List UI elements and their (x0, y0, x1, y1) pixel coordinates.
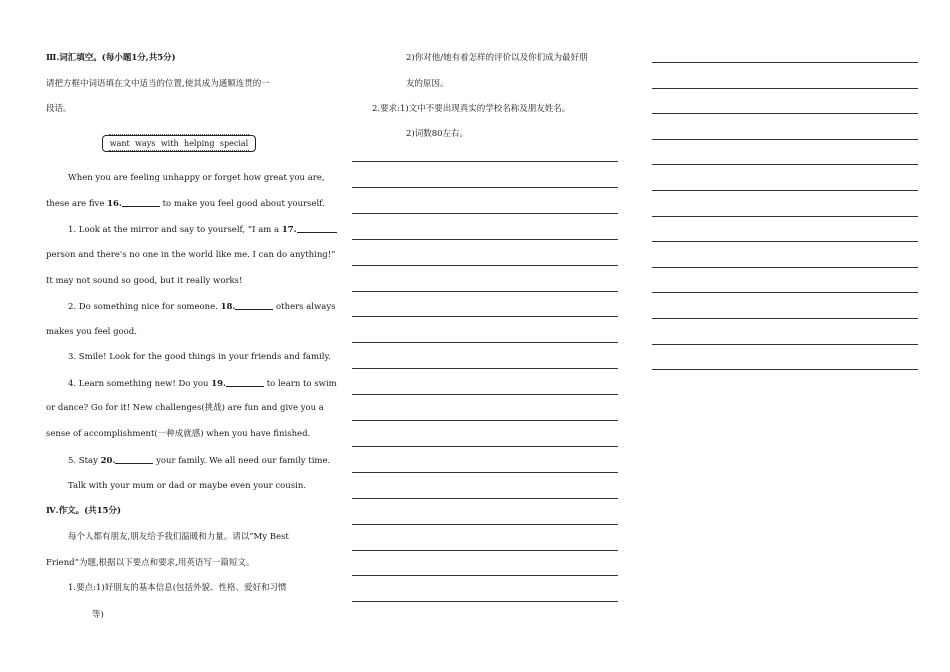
passage-line: makes you feel good. (46, 327, 137, 337)
writing-line[interactable] (652, 369, 918, 370)
writing-line[interactable] (352, 446, 618, 447)
text: 4. Learn something new! Do you (68, 379, 212, 389)
writing-line[interactable] (352, 524, 618, 525)
section4-prompt-line2: Friend”为题,根据以下要点和要求,用英语写一篇短文。 (46, 558, 255, 568)
blank-16[interactable] (122, 197, 160, 207)
blank-18[interactable] (235, 300, 273, 310)
writing-line[interactable] (352, 187, 618, 188)
writing-line[interactable] (652, 292, 918, 293)
section4-point1-line1: 1.要点:1)好朋友的基本信息(包括外貌、性格、爱好和习惯 (68, 583, 287, 593)
writing-line[interactable] (352, 498, 618, 499)
passage-line-blank20 (68, 454, 330, 467)
writing-line[interactable] (652, 216, 918, 217)
passage-line-blank18 (68, 300, 336, 313)
word-bank-top-border (109, 134, 249, 137)
writing-line[interactable] (352, 601, 618, 602)
passage-line: Talk with your mum or dad or maybe even your cousin. (68, 481, 307, 491)
blank-number-17: 17. (281, 225, 297, 235)
passage-line: 3. Smile! Look for the good things in your friends and family. (68, 352, 331, 362)
writing-line[interactable] (652, 241, 918, 242)
word-bank-word: want (109, 139, 130, 148)
writing-line[interactable] (652, 344, 918, 345)
section4-requirement-line2: 2)词数80左右。 (406, 129, 469, 139)
passage-line: sense of accomplishment(一种成就感) when you have finished. (46, 429, 311, 439)
section4-requirement-line1: 2.要求:1)文中不要出现真实的学校名称及朋友姓名。 (372, 104, 571, 114)
passage-line: It may not sound so good, but it really works! (46, 276, 243, 286)
writing-line[interactable] (352, 265, 618, 266)
text: to learn to swim (264, 379, 337, 389)
writing-line[interactable] (352, 550, 618, 551)
word-bank-bottom-border (109, 150, 249, 153)
blank-number-16: 16. (107, 199, 122, 209)
text: others always (273, 302, 336, 312)
word-bank-word: helping (184, 139, 215, 148)
passage-line-blank16 (46, 197, 325, 210)
passage-line: When you are feeling unhappy or forget how great you are, (68, 173, 325, 183)
writing-line[interactable] (352, 161, 618, 162)
blank-17[interactable] (297, 223, 337, 233)
blank-number-20: 20. (100, 456, 116, 466)
section4-prompt-line1: 每个人都有朋友,朋友给予我们温暖和力量。请以“My Best (68, 532, 289, 542)
section4-point2-line2: 友的原因。 (406, 79, 449, 89)
text: 2. Do something nice for someone. (68, 302, 221, 312)
passage-line: person and there's no one in the world like me. I can do anything!” (46, 250, 336, 260)
word-bank-word: with (160, 139, 179, 148)
word-bank-word: ways (135, 139, 156, 148)
writing-line[interactable] (652, 139, 918, 140)
writing-line[interactable] (352, 472, 618, 473)
writing-line[interactable] (352, 368, 618, 369)
writing-line[interactable] (352, 342, 618, 343)
passage-line: or dance? Go for it! New challenges(挑战) are fun and give you a (46, 403, 324, 413)
writing-line[interactable] (652, 113, 918, 114)
section3-instruction-line1: 请把方框中词语填在文中适当的位置,使其成为通顺连贯的一 (46, 79, 270, 89)
writing-line[interactable] (652, 318, 918, 319)
writing-line[interactable] (352, 394, 618, 395)
writing-line[interactable] (652, 62, 918, 63)
writing-line[interactable] (352, 291, 618, 292)
section4-point2-line1: 2)你对他/她有着怎样的评价以及你们成为最好朋 (406, 53, 588, 63)
word-bank-box (102, 135, 256, 152)
section4-point1-line2: 等) (92, 610, 104, 620)
text: 1. Look at the mirror and say to yourself, “I am a (68, 225, 282, 235)
blank-number-19: 19. (211, 379, 227, 389)
writing-line[interactable] (352, 420, 618, 421)
writing-line[interactable] (652, 267, 918, 268)
blank-20[interactable] (115, 454, 153, 464)
writing-line[interactable] (352, 575, 618, 576)
writing-line[interactable] (352, 316, 618, 317)
word-bank-word: special (219, 139, 249, 148)
section3-title: Ⅲ.词汇填空。(每小题1分,共5分) (46, 53, 176, 63)
writing-line[interactable] (352, 213, 618, 214)
section4-title: Ⅳ.作文。(共15分) (46, 506, 121, 516)
writing-line[interactable] (652, 88, 918, 89)
text: to make you feel good about yourself. (159, 199, 325, 209)
writing-line[interactable] (652, 164, 918, 165)
passage-line-blank17 (68, 223, 337, 236)
text: 5. Stay (68, 456, 101, 466)
section3-instruction-line2: 段话。 (46, 104, 72, 114)
text: your family. We all need our family time. (153, 456, 331, 466)
blank-19[interactable] (226, 377, 264, 387)
blank-number-18: 18. (220, 302, 236, 312)
writing-line[interactable] (652, 190, 918, 191)
passage-line-blank19 (68, 377, 337, 390)
writing-line[interactable] (352, 239, 618, 240)
text: these are five (46, 199, 108, 209)
